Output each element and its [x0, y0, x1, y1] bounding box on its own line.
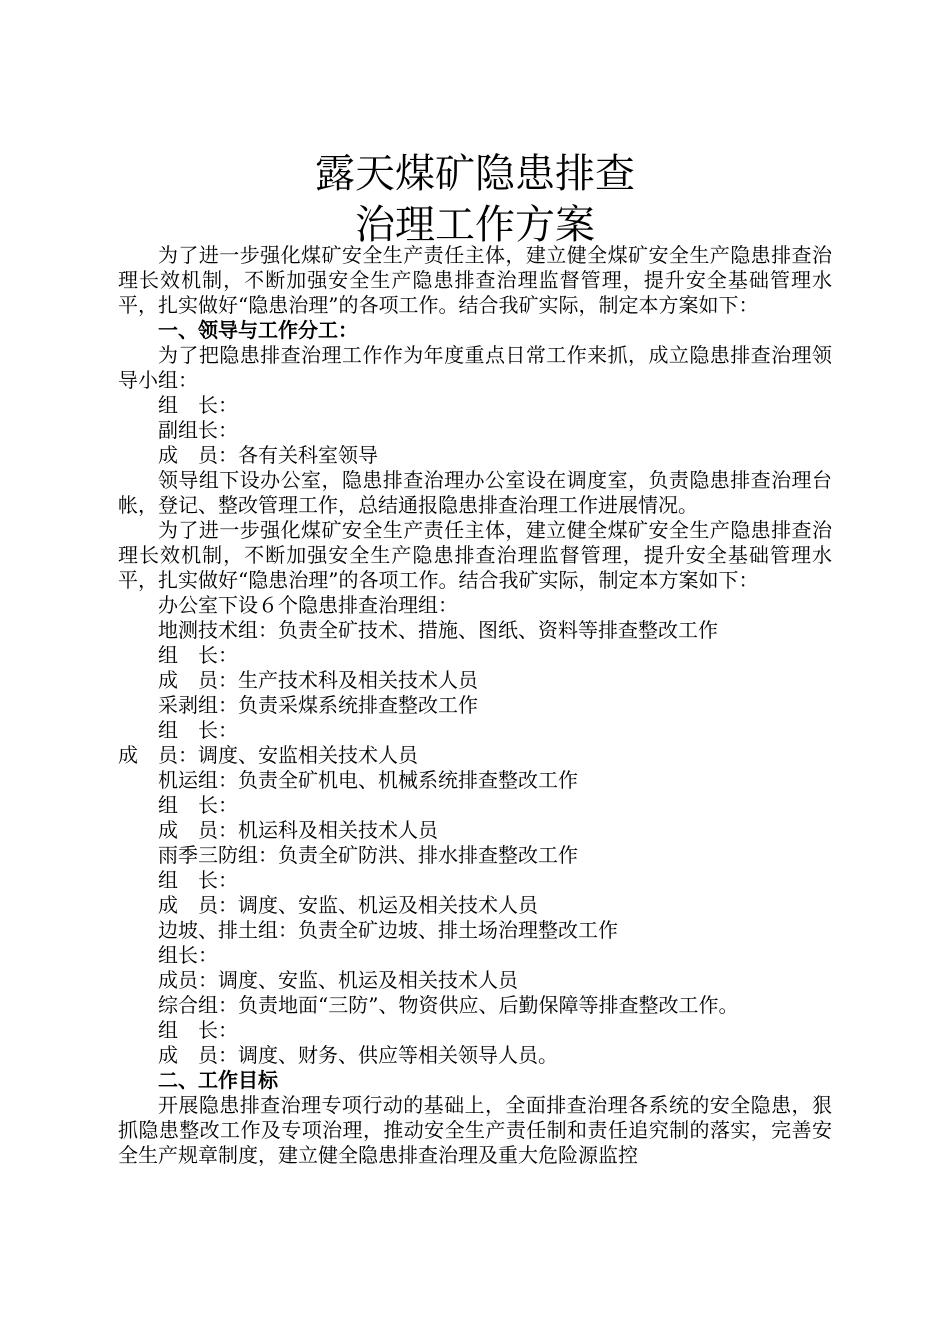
paragraph: 成 员：调度、安监相关技术人员 [118, 743, 418, 767]
paragraph: 为了把隐患排查治理工作作为年度重点日常工作来抓，成立隐患排查治理领导小组： [118, 343, 832, 392]
paragraph: 组 长： [158, 393, 238, 417]
section-heading: 二、工作目标 [158, 1068, 278, 1092]
paragraph: 地测技术组：负责全矿技术、措施、图纸、资料等排查整改工作 [158, 618, 718, 642]
paragraph: 领导组下设办公室，隐患排查治理办公室设在调度室，负责隐患排查治理台帐，登记、整改管理工作，总结通报隐患排查治理工作进展情况。 [118, 468, 832, 517]
paragraph: 成员：调度、安监、机运及相关技术人员 [158, 968, 518, 992]
paragraph: 组 长： [158, 868, 238, 892]
section-heading: 一、领导与工作分工： [158, 318, 358, 342]
paragraph: 成 员：调度、安监、机运及相关技术人员 [158, 893, 538, 917]
paragraph: 综合组：负责地面“三防”、物资供应、后勤保障等排查整改工作。 [158, 993, 739, 1017]
paragraph: 组长： [158, 943, 218, 967]
document-title-line-2: 治理工作方案 [355, 202, 595, 248]
paragraph: 开展隐患排查治理专项行动的基础上，全面排查治理各系统的安全隐患，狠抓隐患整改工作及专项治理，推动安全生产责任制和责任追究制的落实，完善安全生产规章制度，建立健全隐患排查治理及重大危险源监控 [118, 1093, 832, 1167]
paragraph: 雨季三防组：负责全矿防洪、排水排查整改工作 [158, 843, 578, 867]
paragraph: 机运组：负责全矿机电、机械系统排查整改工作 [158, 768, 578, 792]
paragraph: 组 长： [158, 718, 238, 742]
paragraph: 为了进一步强化煤矿安全生产责任主体，建立健全煤矿安全生产隐患排查治理长效机制，不断加强安全生产隐患排查治理监督管理，提升安全基础管理水平，扎实做好“隐患治理”的各项工作。结合我矿实际，制定本方案如下： [118, 243, 832, 317]
paragraph: 办公室下设６个隐患排查治理组： [158, 593, 458, 617]
paragraph: 组 长： [158, 793, 238, 817]
paragraph: 为了进一步强化煤矿安全生产责任主体，建立健全煤矿安全生产隐患排查治理长效机制，不断加强安全生产隐患排查治理监督管理，提升安全基础管理水平，扎实做好“隐患治理”的各项工作。结合我矿实际，制定本方案如下： [118, 518, 832, 592]
paragraph: 副组长： [158, 418, 238, 442]
paragraph: 边坡、排土组：负责全矿边坡、排土场治理整改工作 [158, 918, 618, 942]
paragraph: 成 员：生产技术科及相关技术人员 [158, 668, 478, 692]
paragraph: 组 长： [158, 1018, 238, 1042]
paragraph: 组 长： [158, 643, 238, 667]
document-body [118, 243, 832, 1168]
document-title-line-1: 露天煤矿隐患排查 [315, 151, 635, 197]
paragraph: 成 员：各有关科室领导 [158, 443, 378, 467]
paragraph: 采剥组：负责采煤系统排查整改工作 [158, 693, 478, 717]
paragraph: 成 员：调度、财务、供应等相关领导人员。 [158, 1043, 558, 1067]
paragraph: 成 员：机运科及相关技术人员 [158, 818, 438, 842]
